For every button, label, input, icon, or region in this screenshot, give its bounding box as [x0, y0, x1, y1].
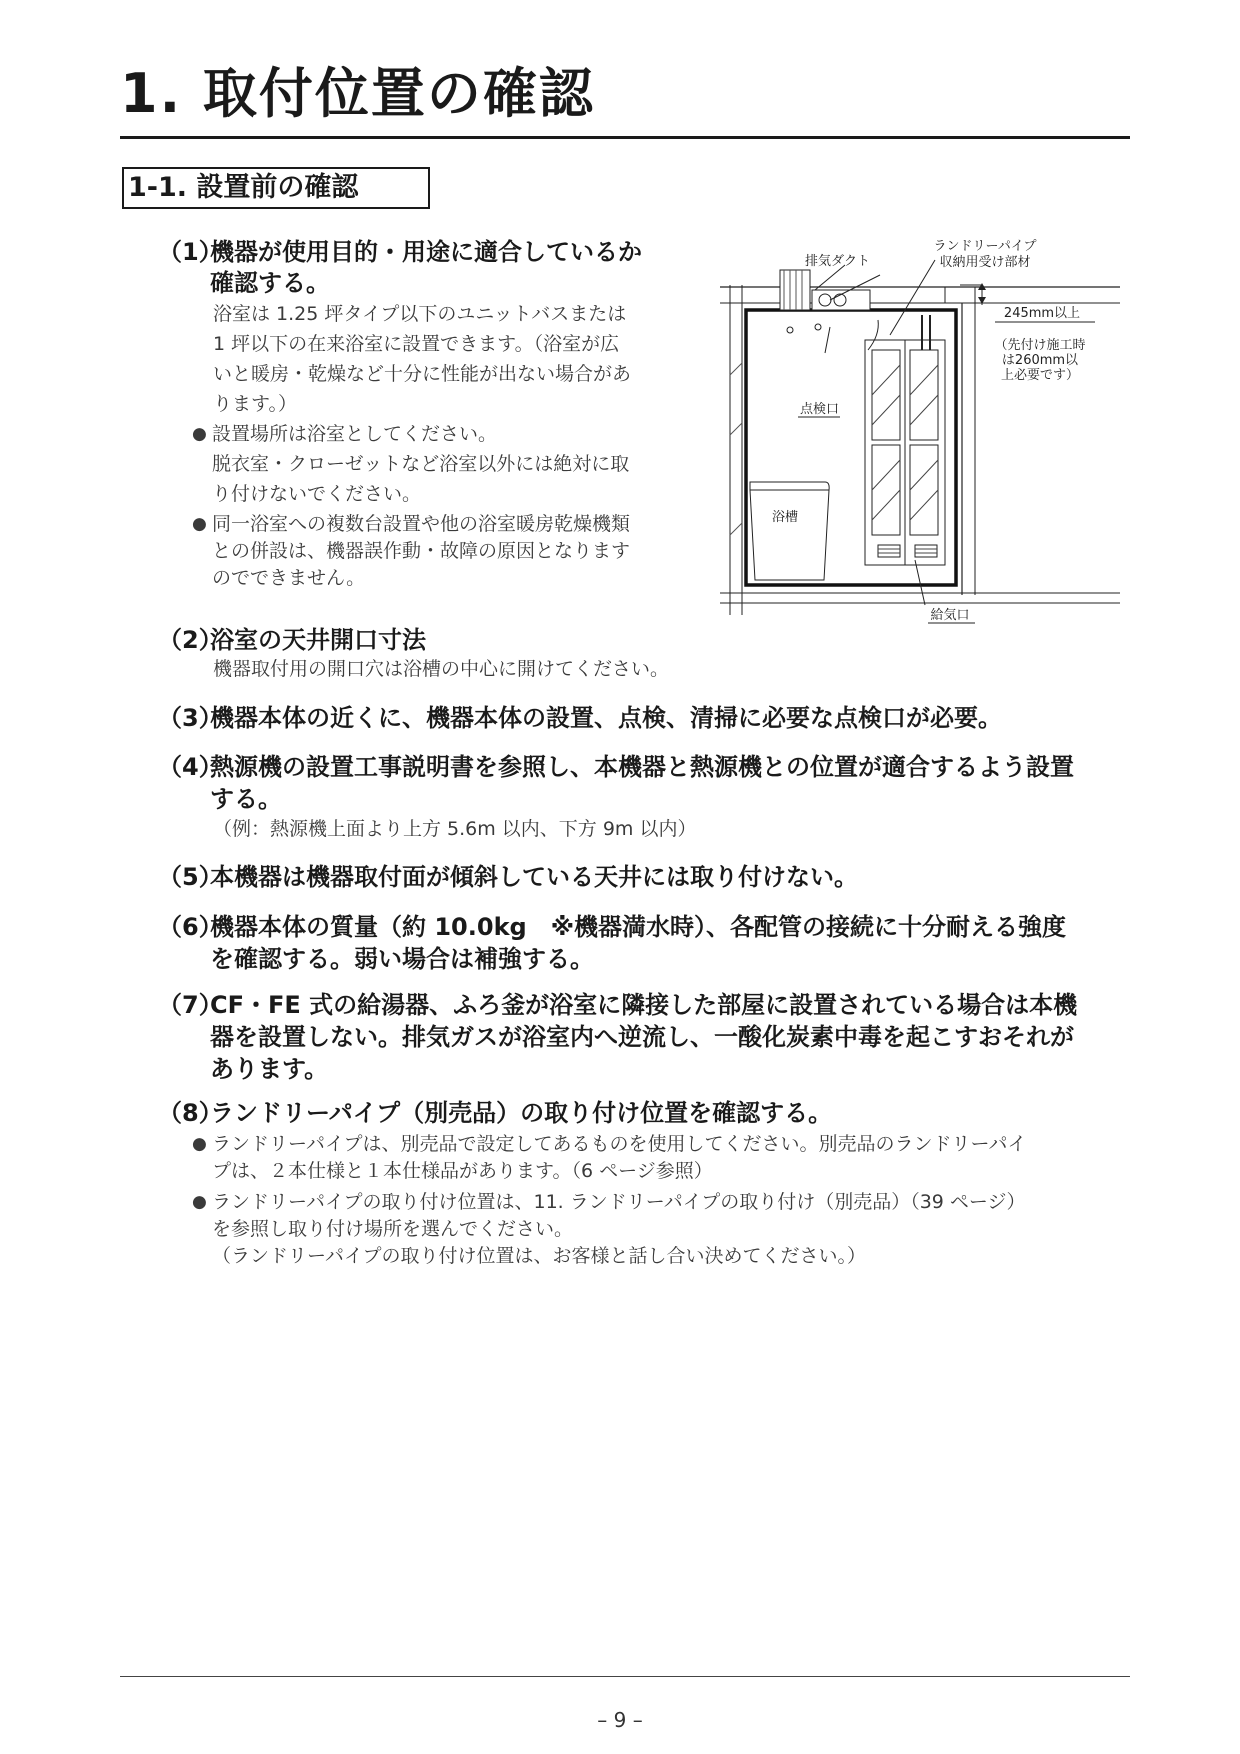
page-number: – 9 – [597, 1708, 643, 1732]
bullet-line: のでできません。 [212, 567, 366, 589]
item-heading-line: CF・FE 式の給湯器、ふろ釜が浴室に隣接した部屋に設置されている場合は本機 [210, 991, 1078, 1019]
item-7 [158, 990, 1138, 1086]
bullet-item [192, 419, 712, 511]
label-inspection-port: 点検口 [800, 402, 840, 417]
bullet-line: 設置場所は浴室としてください。 [212, 423, 498, 445]
item-heading-line: 機器が使用目的・用途に適合しているか [210, 238, 642, 266]
item-heading-line: あります。 [210, 1055, 329, 1083]
item-heading-line: 機器本体の質量（約 10.0kg ※機器満水時）、各配管の接続に十分耐える強度 [210, 913, 1067, 941]
installation-diagram [720, 235, 1120, 635]
item-heading-line: 熱源機の設置工事説明書を参照し、本機器と熱源機との位置が適合するよう設置 [210, 753, 1074, 781]
bullet-line: ランドリーパイプは、別売品で設定してあるものを使用してください。別売品のランドリーパイ [212, 1133, 1027, 1155]
item-heading-line: 浴室の天井開口寸法 [210, 626, 426, 654]
body-line: 浴室は 1.25 坪タイプ以下のユニットバスまたは [213, 303, 627, 325]
label-dimension: 245mm以上 [1003, 306, 1081, 321]
item-heading-line: を確認する。弱い場合は補強する。 [210, 945, 594, 973]
label-exhaust-duct: 排気ダクト [804, 254, 870, 269]
bullet-item [192, 1131, 1172, 1189]
bullet-icon: ● [192, 1192, 207, 1212]
label-note: は260mm以 [1001, 353, 1079, 368]
bullet-line: ランドリーパイプの取り付け位置は、11. ランドリーパイプの取り付け（別売品）（39 ページ） [212, 1191, 1026, 1213]
bullet-line: を参照し取り付け場所を選んでください。 [212, 1218, 574, 1240]
item-6 [158, 912, 1138, 976]
bullet-line: との併設は、機器誤作動・故障の原因となります [212, 540, 631, 562]
body-line: 1 坪以下の在来浴室に設置できます。（浴室が広 [213, 333, 620, 355]
item-number: （3） [158, 704, 223, 732]
item-2 [158, 625, 1058, 685]
bullet-icon: ● [192, 514, 207, 534]
item-number: （6） [158, 913, 223, 941]
bullet-item [192, 1189, 1172, 1279]
item-number: （2） [158, 626, 223, 654]
body-line: ります。） [213, 393, 297, 415]
label-note: 上必要です） [1000, 368, 1080, 383]
item-heading-line: 機器本体の近くに、機器本体の設置、点検、清掃に必要な点検口が必要。 [210, 704, 1002, 732]
bullet-item [192, 511, 712, 601]
bullet-line: プは、２本仕様と１本仕様品があります。（6 ページ参照） [212, 1160, 713, 1182]
label-bathtub: 浴槽 [772, 510, 799, 525]
body-line: 機器取付用の開口穴は浴槽の中心に開けてください。 [213, 658, 670, 680]
page-title: 1. 取付位置の確認 [120, 62, 595, 125]
label-laundry-pipe: 収納用受け部材 [939, 255, 1031, 270]
item-number: （4） [158, 753, 223, 781]
item-heading-line: 器を設置しない。排気ガスが浴室内へ逆流し、一酸化炭素中毒を起こすおそれが [210, 1023, 1074, 1051]
item-4 [158, 752, 1138, 852]
section-heading: 1-1. 設置前の確認 [122, 167, 430, 209]
body-line: （例：熱源機上面より上方 5.6m 以内、下方 9m 以内） [213, 818, 697, 840]
item-number: （1） [158, 238, 223, 266]
bullet-line: り付けないでください。 [212, 483, 422, 505]
item-8 [158, 1098, 1138, 1278]
bullet-icon: ● [192, 1134, 207, 1154]
bullet-line: 同一浴室への複数台設置や他の浴室暖房乾燥機類 [212, 513, 631, 535]
item-number: （5） [158, 863, 223, 891]
item-heading-line: する。 [210, 785, 282, 813]
body-line: いと暖房・乾燥など十分に性能が出ない場合があ [213, 363, 632, 385]
item-heading-line: 確認する。 [210, 269, 330, 297]
label-laundry-pipe: ランドリーパイプ [933, 239, 1037, 254]
label-air-supply: 給気口 [930, 608, 970, 623]
title-divider [120, 136, 1130, 139]
item-heading-line: ランドリーパイプ（別売品）の取り付け位置を確認する。 [210, 1099, 833, 1127]
item-5 [158, 862, 1138, 893]
item-heading-line: 本機器は機器取付面が傾斜している天井には取り付けない。 [210, 863, 858, 891]
footer-divider [120, 1676, 1130, 1677]
label-note: （先付け施工時 [994, 338, 1086, 353]
item-1 [158, 237, 678, 601]
item-3 [158, 703, 1138, 734]
item-number: （8） [158, 1099, 223, 1127]
bullet-icon: ● [192, 424, 207, 444]
bullet-line: （ランドリーパイプの取り付け位置は、お客様と話し合い決めてください。） [212, 1245, 866, 1267]
bullet-line: 脱衣室・クローゼットなど浴室以外には絶対に取 [212, 453, 630, 475]
item-number: （7） [158, 991, 223, 1019]
